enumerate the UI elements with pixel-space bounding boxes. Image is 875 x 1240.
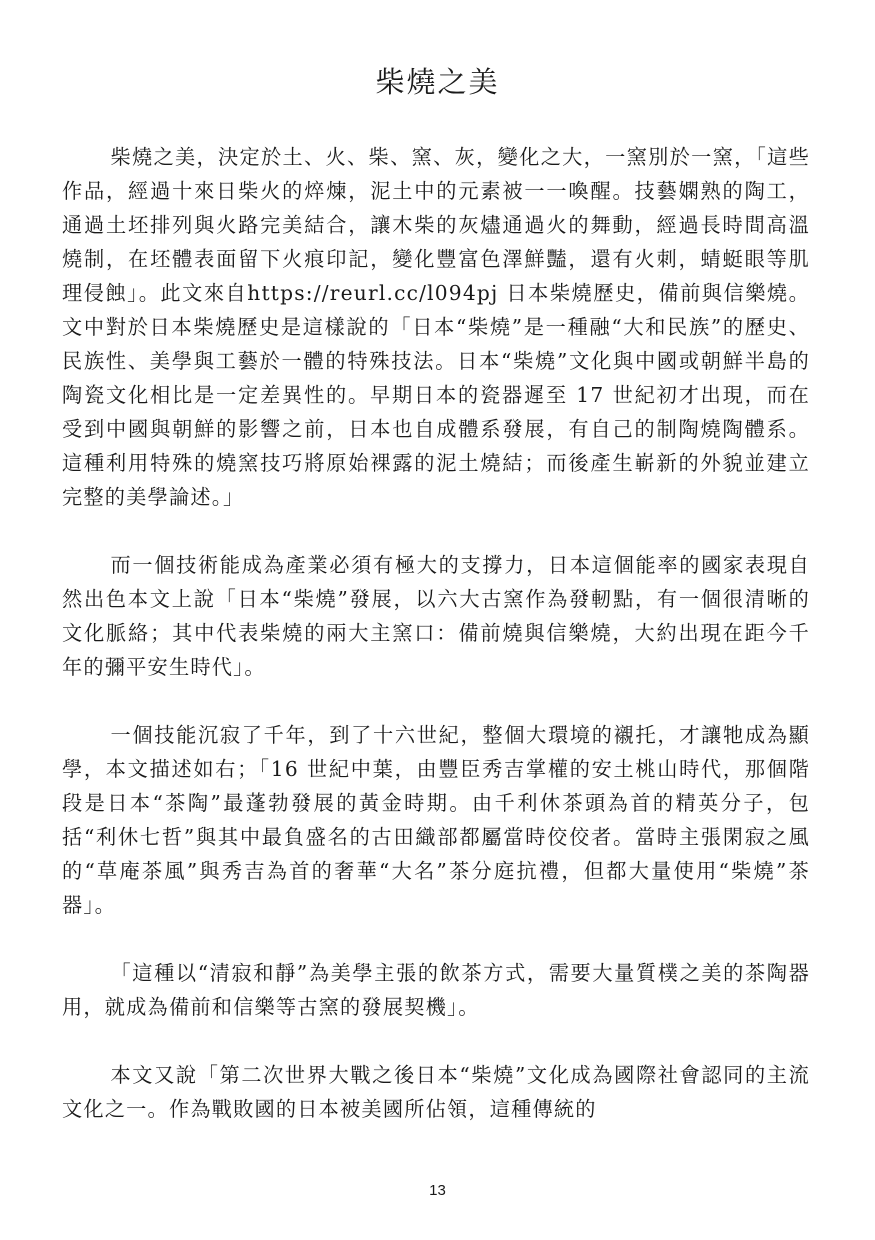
paragraph-1: 柴燒之美，決定於土、火、柴、窯、灰，變化之大，一窯別於一窯，「這些作品，經過十來日柴火的焠煉，泥土中的元素被一一喚醒。技藝嫻熟的陶工，通過土坯排列與火路完美結合，讓木柴的灰燼通過火的舞動，經過長時間高溫燒制，在坯體表面留下火痕印記，變化豐富色澤鮮豔，還有火刺，蜻蜓眼等肌理侵蝕」。此文來自https://reurl.cc/l094pj 日本柴燒歷史，備前與信樂燒。文中對於日本柴燒歷史是這樣說的「日本“柴燒”是一種融“大和民族”的歷史、民族性、美學與工藝於一體的特殊技法。日本“柴燒”文化與中國或朝鮮半島的陶瓷文化相比是一定差異性的。早期日本的瓷器遲至 17 世紀初才出現，而在受到中國與朝鮮的影響之前，日本也自成體系發展，有自己的制陶燒陶體系。這種利用特殊的燒窯技巧將原始裸露的泥土燒結；而後產生嶄新的外貌並建立完整的美學論述。」 — [62, 145, 810, 509]
article-body — [62, 140, 810, 1160]
paragraph-3: 一個技能沉寂了千年，到了十六世紀，整個大環境的襯托，才讓牠成為顯學，本文描述如右；「16 世紀中葉，由豐臣秀吉掌權的安土桃山時代，那個階段是日本“茶陶”最蓬勃發展的黃金時期。由千利休茶頭為首的精英分子，包括“利休七哲”與其中最負盛名的古田織部都屬當時佼佼者。當時主張閑寂之風的“草庵茶風”與秀吉為首的奢華“大名”茶分庭抗禮，但都大量使用“柴燒”茶器」。 — [62, 723, 810, 917]
paragraph-5: 本文又說「第二次世界大戰之後日本“柴燒”文化成為國際社會認同的主流文化之一。作為戰敗國的日本被美國所佔領，這種傳統的 — [62, 1063, 810, 1121]
paragraph-4: 「這種以“清寂和靜”為美學主張的飲茶方式，需要大量質樸之美的茶陶器用，就成為備前和信樂等古窯的發展契機」。 — [62, 961, 810, 1019]
paragraph-2: 而一個技術能成為產業必須有極大的支撐力，日本這個能率的國家表現自然出色本文上說「日本“柴燒”發展，以六大古窯作為發軔點，有一個很清晰的文化脈絡；其中代表柴燒的兩大主窯口：備前燒與信樂燒，大約出現在距今千年的彌平安生時代」。 — [62, 553, 810, 679]
page-number: 13 — [429, 1182, 446, 1199]
page-title: 柴燒之美 — [375, 65, 500, 99]
